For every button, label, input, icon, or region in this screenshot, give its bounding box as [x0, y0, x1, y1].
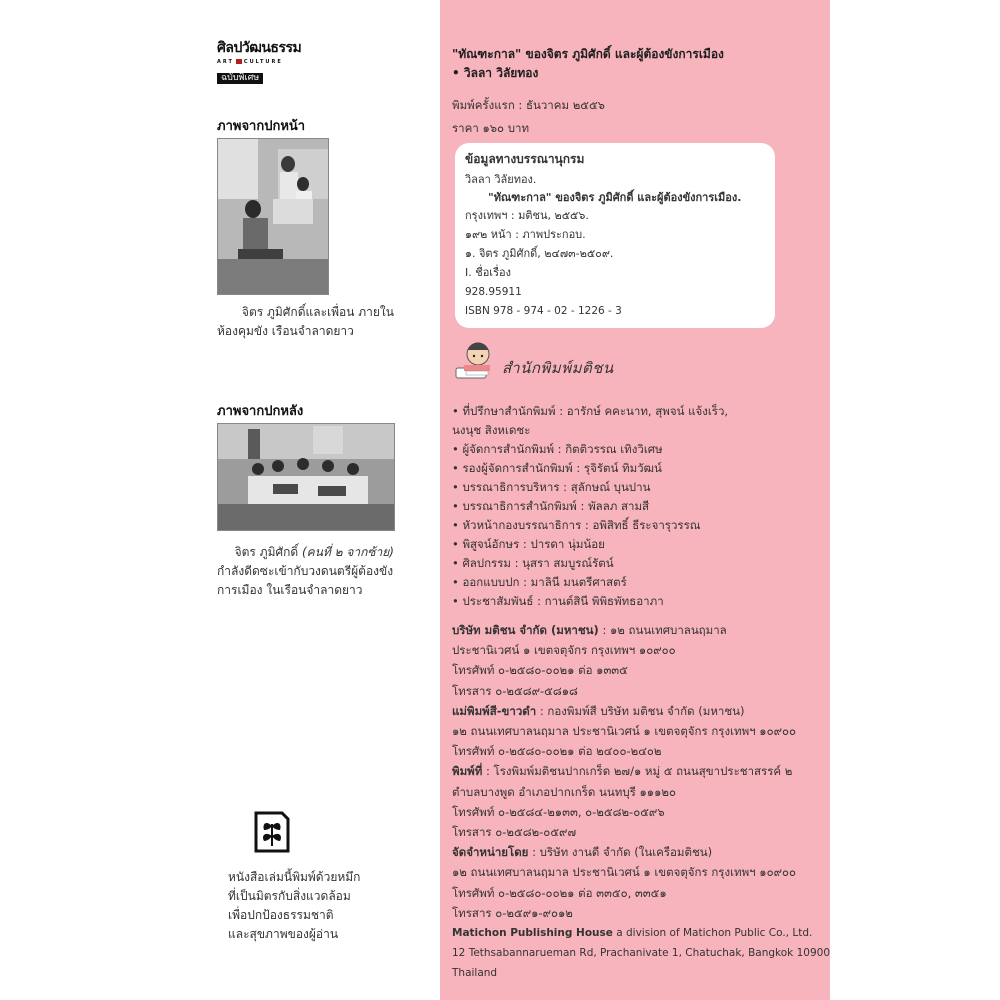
company-line [452, 620, 830, 640]
front-cover-caption [217, 303, 394, 341]
publisher-logo-text: สำนักพิมพ์มติชน [502, 359, 614, 377]
address-block [452, 620, 830, 984]
reading-child-icon [452, 338, 502, 388]
first-print: พิมพ์ครั้งแรก : ธันวาคม ๒๕๕๖ [452, 98, 605, 112]
magazine-logo [217, 40, 309, 83]
cip-line: I. ชื่อเรื่อง [465, 266, 511, 279]
cataloguing-box [455, 143, 775, 328]
eco-book-leaf-icon [252, 810, 292, 854]
printer-fax: โทรสาร ๐-๒๕๘๒-๐๕๙๗ [452, 825, 577, 840]
staff-item: นงนุช สิงหเดชะ [452, 423, 531, 437]
back-cover-photo-graphic [218, 424, 394, 530]
logo-title: ศิลปวัฒนธรรม [217, 40, 302, 56]
plates-phone: โทรศัพท์ ๐-๒๕๘๐-๐๐๒๑ ต่อ ๒๔๐๐-๒๔๐๒ [452, 744, 662, 759]
back-cover-heading: ภาพจากปกหลัง [217, 404, 304, 419]
english-publisher-division: a division of Matichon Public Co., Ltd. [612, 927, 813, 940]
front-cover-photo-graphic [218, 139, 328, 294]
back-cover-photo [217, 423, 395, 531]
company-name: บริษัท มติชน จำกัด (มหาชน) [452, 623, 599, 637]
distributor-value: : บริษัท งานดี จำกัด (ในเครือมติชน) [528, 845, 713, 860]
eco-note-line: หนังสือเล่มนี้พิมพ์ด้วยหมึก [228, 870, 361, 884]
logo-english-bar [217, 58, 309, 65]
back-caption-name: จิตร ภูมิศักดิ์ [234, 545, 302, 559]
printer-line [452, 761, 830, 781]
staff-item: • ออกแบบปก : มาลินี มนตรีศาสตร์ [452, 575, 627, 589]
logo-english-art: ART [217, 58, 234, 65]
english-country: Thailand [452, 967, 498, 980]
logo-english-culture: CULTURE [243, 58, 283, 65]
back-caption-position: (คนที่ ๒ จากซ้าย) [302, 545, 394, 559]
book-title: "ทัณฑะกาล" ของจิตร ภูมิศักดิ์ และผู้ต้องขังการเมือง [452, 47, 724, 61]
plates-line [452, 701, 830, 721]
staff-item: • บรรณาธิการสำนักพิมพ์ : พัลลภ สามสี [452, 499, 650, 513]
front-cover-heading: ภาพจากปกหน้า [217, 119, 306, 134]
staff-item: • รองผู้จัดการสำนักพิมพ์ : รุจิรัตน์ ทิมวัฒน์ [452, 461, 662, 475]
plates-line: ๑๒ ถนนเทศบาลนฤมาล ประชานิเวศน์ ๑ เขตจตุจักร กรุงเทพฯ ๑๐๙๐๐ [452, 724, 797, 739]
publisher-logo [452, 338, 652, 388]
distributor-line [452, 842, 830, 862]
distributor-fax: โทรสาร ๐-๒๕๙๑-๙๐๑๒ [452, 905, 573, 920]
staff-item: • หัวหน้ากองบรรณาธิการ : อพิสิทธิ์ ธีระจารุวรรณ [452, 518, 701, 532]
distributor-label: จัดจำหน่ายโดย [452, 845, 529, 860]
eco-note [228, 868, 360, 944]
plates-label: แม่พิมพ์สี-ขาวดำ [452, 703, 537, 718]
company-address: : ๑๒ ถนนเทศบาลนฤมาล [598, 623, 727, 637]
distributor-phone: โทรศัพท์ ๐-๒๕๘๐-๐๐๒๑ ต่อ ๓๓๕๐, ๓๓๕๑ [452, 885, 667, 900]
front-caption-line: ห้องคุมขัง เรือนจำลาดยาว [217, 324, 354, 338]
back-cover-caption [217, 543, 394, 600]
cip-line: "ทัณฑะกาล" ของจิตร ภูมิศักดิ์ และผู้ต้องขังการเมือง. [488, 191, 742, 204]
back-caption-line-1 [217, 543, 394, 562]
plates-value: : กองพิมพ์สี บริษัท มติชน จำกัด (มหาชน) [536, 703, 745, 718]
cip-line: 928.95911 [465, 286, 522, 298]
staff-item: • ประชาสัมพันธ์ : กานต์สินี พิพิธพัทธอาภา [452, 594, 664, 608]
staff-list [452, 402, 728, 611]
eco-note-line: ที่เป็นมิตรกับสิ่งแวดล้อม [228, 889, 351, 903]
staff-item: • บรรณาธิการบริหาร : สุลักษณ์ บุนปาน [452, 480, 651, 494]
printer-line: ตำบลบางพูด อำเภอปากเกร็ด นนทบุรี ๑๑๑๒๐ [452, 784, 676, 799]
company-phone: โทรศัพท์ ๐-๒๕๘๐-๐๐๒๑ ต่อ ๑๓๓๕ [452, 663, 628, 678]
english-publisher-name: Matichon Publishing House [452, 927, 613, 940]
front-cover-photo [217, 138, 329, 295]
distributor-line: ๑๒ ถนนเทศบาลนฤมาล ประชานิเวศน์ ๑ เขตจตุจักร กรุงเทพฯ ๑๐๙๐๐ [452, 865, 797, 880]
staff-item: • ที่ปรึกษาสำนักพิมพ์ : อารักษ์ คคะนาท, สุพจน์ แจ้งเร็ว, [452, 404, 729, 418]
back-caption-line: การเมือง ในเรือนจำลาดยาว [217, 583, 363, 597]
printer-phone: โทรศัพท์ ๐-๒๕๘๔-๒๑๓๓, ๐-๒๕๘๒-๐๕๙๖ [452, 804, 665, 819]
english-address: 12 Tethsabannarueman Rd, Prachanivate 1, Chatuchak, Bangkok 10900 [452, 947, 830, 960]
logo-red-mark [236, 59, 242, 64]
price: ราคา ๑๖๐ บาท [452, 121, 530, 135]
book-author: • วิลลา วิลัยทอง [452, 66, 539, 80]
company-line: ประชานิเวศน์ ๑ เขตจตุจักร กรุงเทพฯ ๑๐๙๐๐ [452, 643, 676, 658]
back-caption-line: กำลังดีดซะเข้ากับวงดนตรีผู้ต้องขัง [217, 564, 394, 578]
cip-line: ๑๙๒ หน้า : ภาพประกอบ. [465, 228, 586, 241]
eco-note-line: และสุขภาพของผู้อ่าน [228, 927, 339, 941]
staff-item: • ผู้จัดการสำนักพิมพ์ : กิตติวรรณ เทิงวิเศษ [452, 442, 663, 456]
cip-line: ISBN 978 - 974 - 02 - 1226 - 3 [465, 305, 622, 317]
cip-line: ๑. จิตร ภูมิศักดิ์, ๒๔๗๓-๒๕๐๙. [465, 247, 614, 260]
front-caption-line: จิตร ภูมิศักดิ์และเพื่อน ภายใน [241, 305, 394, 319]
cip-line: กรุงเทพฯ : มติชน, ๒๕๕๖. [465, 209, 589, 222]
printer-label: พิมพ์ที่ [452, 764, 483, 779]
staff-item: • พิสูจน์อักษร : ปารดา นุ่มน้อย [452, 537, 605, 551]
staff-item: • ศิลปกรรม : นุสรา สมบูรณ์รัตน์ [452, 556, 614, 570]
eco-note-line: เพื่อปกป้องธรรมชาติ [228, 908, 334, 922]
company-fax: โทรสาร ๐-๒๕๘๙-๕๘๑๘ [452, 683, 578, 698]
cip-line: วิลลา วิลัยทอง. [465, 173, 537, 186]
english-publisher-line [452, 923, 830, 943]
printer-value: : โรงพิมพ์มติชนปากเกร็ด ๒๗/๑ หมู่ ๕ ถนนสุขาประชาสรรค์ ๒ [482, 764, 793, 779]
logo-subtitle: ฉบับพิเศษ [217, 73, 263, 84]
cip-heading: ข้อมูลทางบรรณานุกรม [465, 152, 585, 166]
